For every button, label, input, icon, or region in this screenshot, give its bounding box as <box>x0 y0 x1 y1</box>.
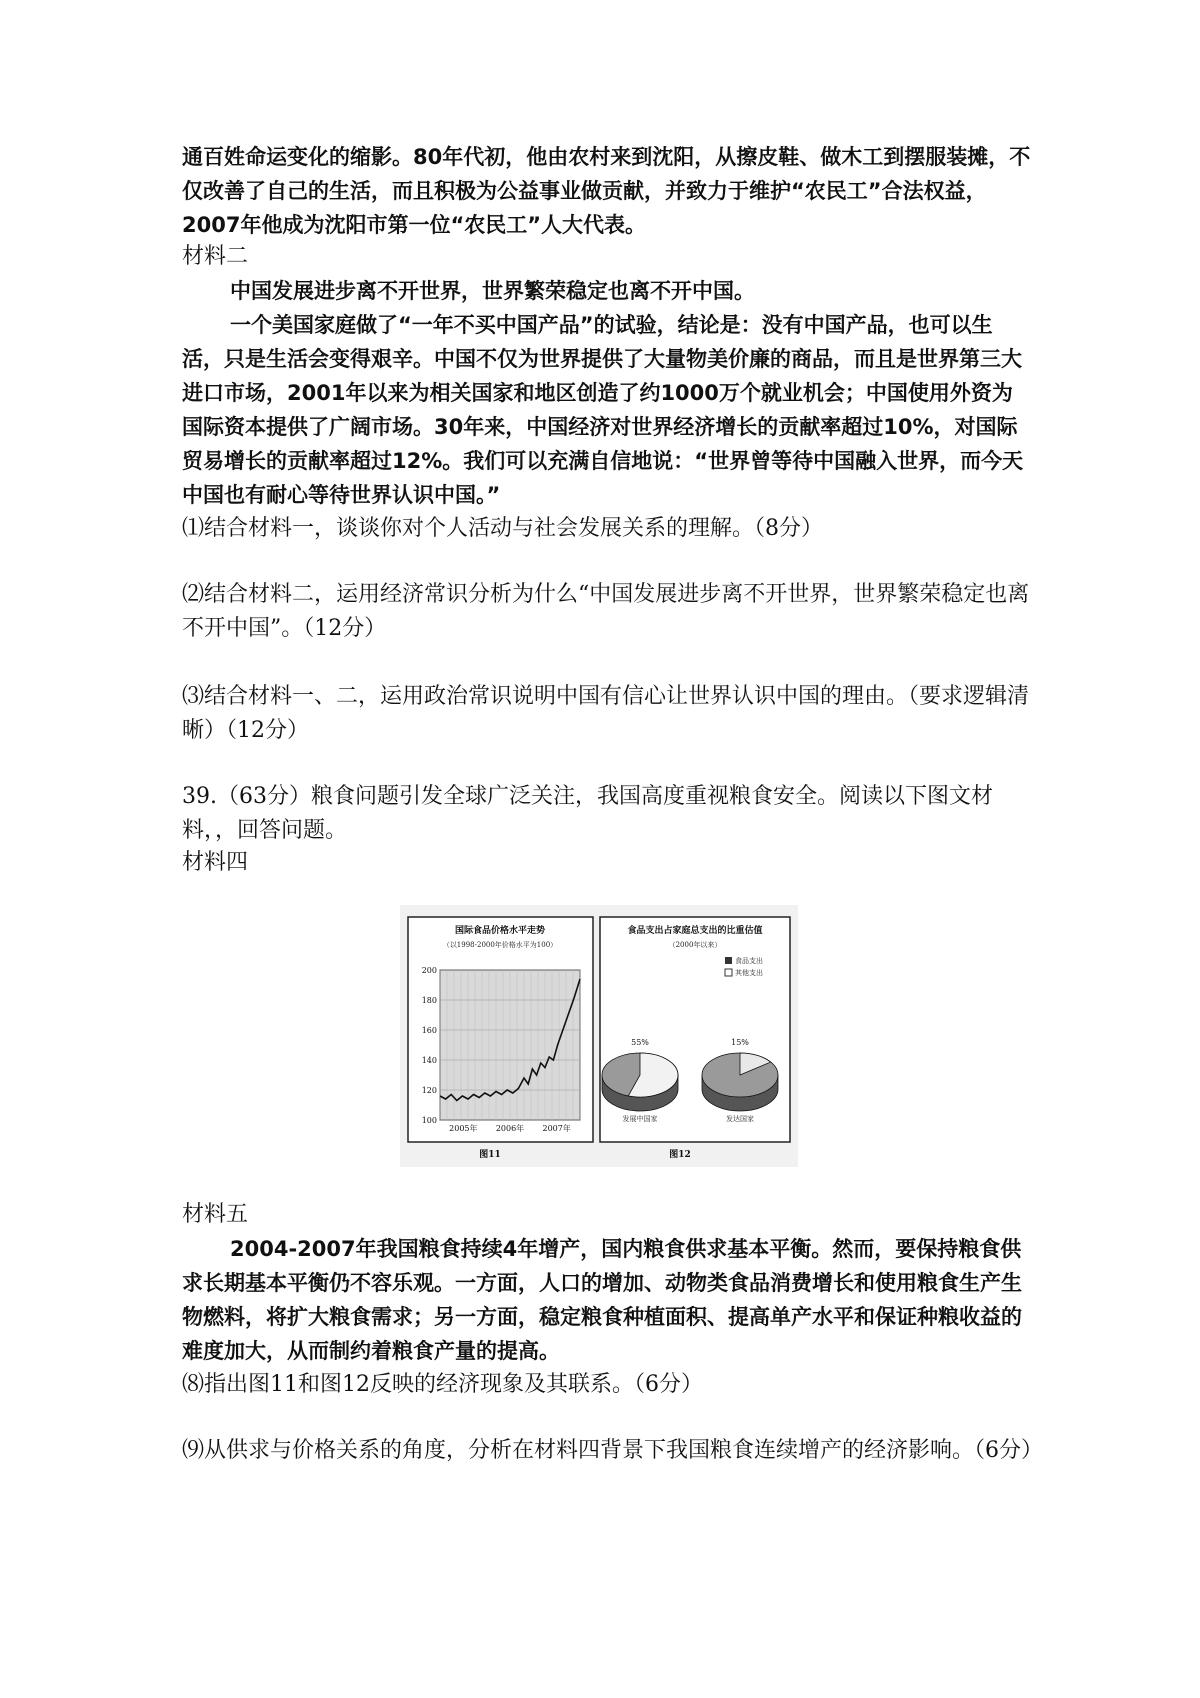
material2-paragraph2: 一个美国家庭做了“一年不买中国产品”的试验，结论是：没有中国产品，也可以生活，只是生活会变得艰辛。中国不仅为世界提供了大量物美价廉的商品，而且是世界第三大进口市场，2001年以来为相关国家和地区创造了约1000万个就业机会；中国使用外资为国际资本提供了广阔市场。30年来，中国经济对世界经济增长的贡献率超过10%，对国际贸易增长的贡献率超过12%。我们可以充满自信地说：“世界曾等待中国融入世界，而今天中国也有耐心等待世界认识中国。” <box>182 313 1024 507</box>
material5-label: 材料五 <box>182 1202 249 1227</box>
material2-label: 材料二 <box>182 244 249 269</box>
pie-value-label: 15% <box>731 1038 749 1047</box>
fig11-subtitle: （以1998-2000年价格水平为100） <box>442 941 558 949</box>
legend-food: 食品支出 <box>735 957 763 965</box>
legend-swatch-other <box>725 969 732 976</box>
fig11-plot <box>422 966 580 1133</box>
fig11-xtick: 2007年 <box>542 1124 571 1133</box>
material2-paragraph1: 中国发展进步离不开世界，世界繁荣稳定也离不开中国。 <box>230 279 755 303</box>
legend-swatch-food <box>725 957 732 964</box>
question-8: ⑻指出图11和图12反映的经济现象及其联系。（6分） <box>182 1372 703 1397</box>
fig12-title: 食品支出占家庭总支出的比重估值 <box>627 926 763 936</box>
material4-figure <box>400 905 798 1167</box>
fig11-ytick: 200 <box>421 966 437 975</box>
pie-name-label: 发展中国家 <box>622 1115 658 1123</box>
pie-value-label: 55% <box>631 1038 649 1047</box>
fig11-caption: 图11 <box>479 1150 501 1160</box>
fig11-ytick: 140 <box>421 1056 437 1065</box>
fig11-xtick: 2006年 <box>495 1124 525 1133</box>
fig12-subtitle: （2000年以来） <box>668 941 722 949</box>
material1-paragraph: 通百姓命运变化的缩影。80年代初，他由农村来到沈阳，从擦皮鞋、做木工到摆服装摊，不仅改善了自己的生活，而且积极为公益事业做贡献，并致力于维护“农民工”合法权益，2007年他成为沈阳市第一位“农民工”人大代表。 <box>182 145 1031 237</box>
pie-name-label: 发达国家 <box>726 1115 754 1123</box>
material5-paragraph: 2004-2007年我国粮食持续4年增产，国内粮食供求基本平衡。然而，要保持粮食供求长期基本平衡仍不容乐观。一方面，人口的增加、动物类食品消费增长和使用粮食生产生物燃料，将扩大粮食需求；另一方面，稳定粮食种植面积、提高单产水平和保证种粮收益的难度加大，从而制约着粮食产量的提高。 <box>182 1237 1022 1363</box>
fig12-caption: 图12 <box>669 1150 691 1160</box>
fig11-ytick: 120 <box>421 1086 437 1095</box>
question-1: ⑴结合材料一，谈谈你对个人活动与社会发展关系的理解。（8分） <box>182 516 823 541</box>
legend-other: 其他支出 <box>735 969 763 977</box>
question-9: ⑼从供求与价格关系的角度，分析在材料四背景下我国粮食连续增产的经济影响。（6分） <box>182 1438 1043 1463</box>
fig11-ytick: 180 <box>421 996 437 1005</box>
fig11-xtick: 2005年 <box>449 1124 478 1133</box>
figure-charts <box>400 905 798 1167</box>
fig11-ytick: 160 <box>421 1026 437 1035</box>
question-39: 39.（63分）粮食问题引发全球广泛关注，我国高度重视粮食安全。阅读以下图文材料，，回答问题。 <box>182 784 993 843</box>
question-3: ⑶结合材料一、二，运用政治常识说明中国有信心让世界认识中国的理由。（要求逻辑清晰）（12分） <box>182 684 1030 743</box>
fig11-ytick: 100 <box>421 1116 437 1125</box>
material4-label: 材料四 <box>182 850 249 875</box>
fig11-title: 国际食品价格水平走势 <box>454 926 546 936</box>
question-2: ⑵结合材料二，运用经济常识分析为什么“中国发展进步离不开世界，世界繁荣稳定也离不开中国”。（12分） <box>182 582 1030 641</box>
